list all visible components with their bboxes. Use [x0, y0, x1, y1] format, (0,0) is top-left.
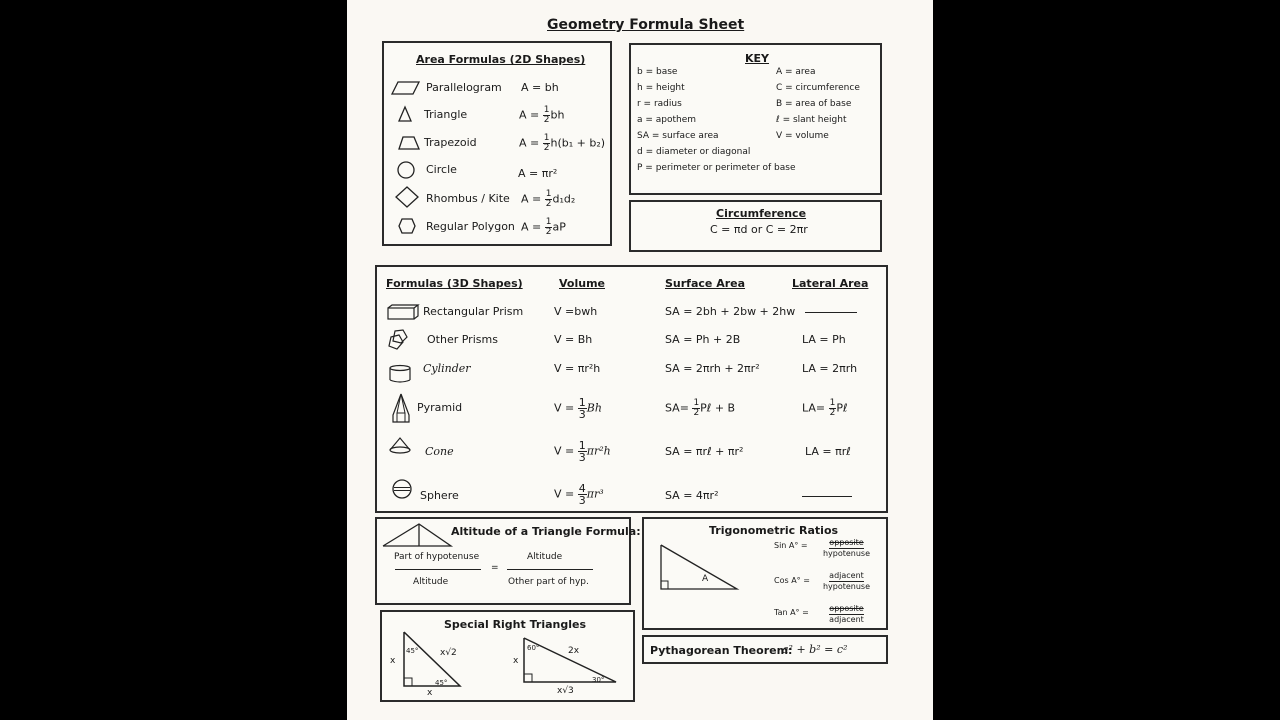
solids-formulas-box — [375, 265, 888, 513]
key-item: P = perimeter or perimeter of base — [637, 163, 796, 173]
surface-area-formula: SA = 4πr² — [665, 489, 719, 502]
shape-label: Trapezoid — [424, 136, 477, 149]
formula: A = $\frac{1}{2}$ h(b₁ + b₂) — [519, 133, 606, 153]
area-formulas-header: Area Formulas (2D Shapes) — [416, 53, 586, 66]
formula: A = bh — [521, 81, 559, 94]
shape-label: Circle — [426, 163, 457, 176]
cylinder-icon — [389, 365, 411, 383]
key-left-column — [637, 67, 796, 179]
lateral-none-dash — [802, 496, 852, 497]
shape-label: Rhombus / Kite — [426, 192, 510, 205]
fraction-bar — [507, 569, 593, 570]
trig-ratios-box — [642, 517, 888, 630]
shape-label: Other Prisms — [427, 333, 498, 346]
right-triangle-icon — [659, 543, 739, 591]
cone-icon — [389, 437, 411, 455]
trig-fraction-cos: adjacent hypotenuse — [822, 571, 871, 591]
surface-area-formula: SA = 2bh + 2bw + 2hw — [665, 305, 796, 318]
formula: A = $\frac{1}{2}$ aP — [521, 217, 566, 237]
altitude-triangle-icon — [381, 522, 451, 548]
col-header-shapes: Formulas (3D Shapes) — [386, 277, 523, 290]
pentagonal-prism-icon — [387, 329, 409, 351]
key-item: C = circumference — [776, 83, 860, 93]
sphere-icon — [392, 479, 412, 499]
altitude-left-denominator: Altitude — [413, 577, 449, 587]
angle-label: 60° — [527, 644, 540, 652]
surface-area-formula: SA= $\frac{1}{2}$ Pℓ + B — [665, 398, 736, 418]
key-item: SA = surface area — [637, 131, 719, 141]
leg-label: x√3 — [557, 686, 574, 696]
key-box — [629, 43, 882, 195]
key-item: d = diameter or diagonal — [637, 147, 751, 157]
circumference-formula: C = πd or C = 2πr — [710, 223, 808, 236]
shape-label: Triangle — [424, 108, 468, 121]
surface-area-formula: SA = πrℓ + πr² — [665, 445, 744, 458]
rhombus-icon — [395, 186, 419, 208]
altitude-right-denominator: Other part of hyp. — [508, 577, 589, 587]
hypotenuse-label: 2x — [568, 646, 580, 656]
trig-label-cos: Cos A° = — [774, 576, 810, 585]
key-item: a = apothem — [637, 115, 697, 125]
lateral-area-formula: LA= $\frac{1}{2}$ Pℓ — [802, 398, 848, 418]
key-item: V = volume — [776, 131, 829, 141]
volume-formula: V = $\frac{1}{3}$ Bh — [554, 396, 602, 421]
trapezoid-icon — [398, 136, 420, 150]
triangle-icon — [398, 106, 412, 122]
lateral-area-formula: LA = Ph — [802, 333, 846, 346]
key-item: B = area of base — [776, 99, 852, 109]
lateral-area-formula: LA = πrℓ — [805, 445, 851, 458]
volume-formula: V = πr²h — [554, 362, 601, 375]
leg-label: x — [390, 656, 396, 666]
volume-formula: V = Bh — [554, 333, 593, 346]
volume-formula: V = $\frac{1}{3}$ πr²h — [554, 439, 611, 464]
hypotenuse-label: x√2 — [440, 648, 457, 658]
shape-label: Rectangular Prism — [423, 305, 524, 318]
altitude-left-numerator: Part of hypotenuse — [394, 552, 480, 562]
trig-label-tan: Tan A° = — [774, 608, 809, 617]
pythagorean-label: Pythagorean Theorem: — [650, 644, 793, 657]
trig-fraction-tan: opposite adjacent — [829, 604, 864, 624]
key-item: b = base — [637, 67, 678, 77]
key-item: h = height — [637, 83, 685, 93]
parallelogram-icon — [392, 81, 420, 95]
equals-sign: = — [491, 563, 499, 573]
col-header-volume: Volume — [559, 277, 605, 290]
special-right-triangles-box — [380, 610, 635, 702]
key-item: ℓ = slant height — [776, 115, 847, 125]
page-title: Geometry Formula Sheet — [547, 17, 745, 33]
formula: A = $\frac{1}{2}$ bh — [519, 105, 565, 125]
special-triangles-header: Special Right Triangles — [444, 618, 587, 631]
hexagon-icon — [398, 218, 416, 234]
angle-label: 45° — [406, 647, 419, 655]
key-header: KEY — [745, 52, 770, 65]
altitude-right-numerator: Altitude — [527, 552, 563, 562]
shape-label: Parallelogram — [426, 81, 502, 94]
shape-label: Pyramid — [417, 401, 463, 414]
key-item: A = area — [776, 67, 816, 77]
col-header-lateral-area: Lateral Area — [792, 277, 869, 290]
circumference-header: Circumference — [716, 207, 807, 220]
angle-a-label: A — [702, 574, 709, 584]
shape-label: Sphere — [420, 489, 459, 502]
pythagorean-formula: a² + b² = c² — [782, 643, 848, 656]
rectangular-prism-icon — [387, 304, 419, 320]
surface-area-formula: SA = 2πrh + 2πr² — [665, 362, 760, 375]
leg-label: x — [427, 688, 433, 698]
circumference-box — [629, 200, 882, 252]
pythagorean-box — [642, 635, 888, 664]
volume-formula: V = $\frac{4}{3}$ πr³ — [554, 482, 604, 507]
altitude-header: Altitude of a Triangle Formula: — [451, 525, 641, 538]
volume-formula: V =bwh — [554, 305, 598, 318]
formula-sheet-page — [347, 0, 933, 720]
trig-label-sin: Sin A° = — [774, 541, 808, 550]
key-right-column — [776, 67, 860, 147]
trig-header: Trigonometric Ratios — [709, 524, 839, 537]
circle-icon — [397, 161, 415, 179]
altitude-formula-box — [375, 517, 641, 605]
surface-area-formula: SA = Ph + 2B — [665, 333, 741, 346]
key-item: r = radius — [637, 99, 682, 109]
angle-label: 45° — [435, 679, 448, 687]
area-formulas-box — [382, 41, 612, 246]
lateral-area-formula: LA = 2πrh — [802, 362, 858, 375]
leg-label: x — [513, 656, 519, 666]
lateral-none-dash — [805, 312, 857, 313]
col-header-surface-area: Surface Area — [665, 277, 746, 290]
angle-label: 30° — [592, 676, 605, 684]
shape-label: Cone — [425, 445, 454, 458]
shape-label: Regular Polygon — [426, 220, 515, 233]
formula: A = πr² — [518, 167, 558, 180]
triangle-45-45-90-icon — [402, 630, 464, 688]
fraction-bar — [395, 569, 481, 570]
shape-label: Cylinder — [423, 362, 471, 375]
pyramid-icon — [391, 393, 411, 423]
formula: A = $\frac{1}{2}$ d₁d₂ — [521, 189, 576, 209]
trig-fraction-sin: opposite hypotenuse — [822, 538, 871, 558]
